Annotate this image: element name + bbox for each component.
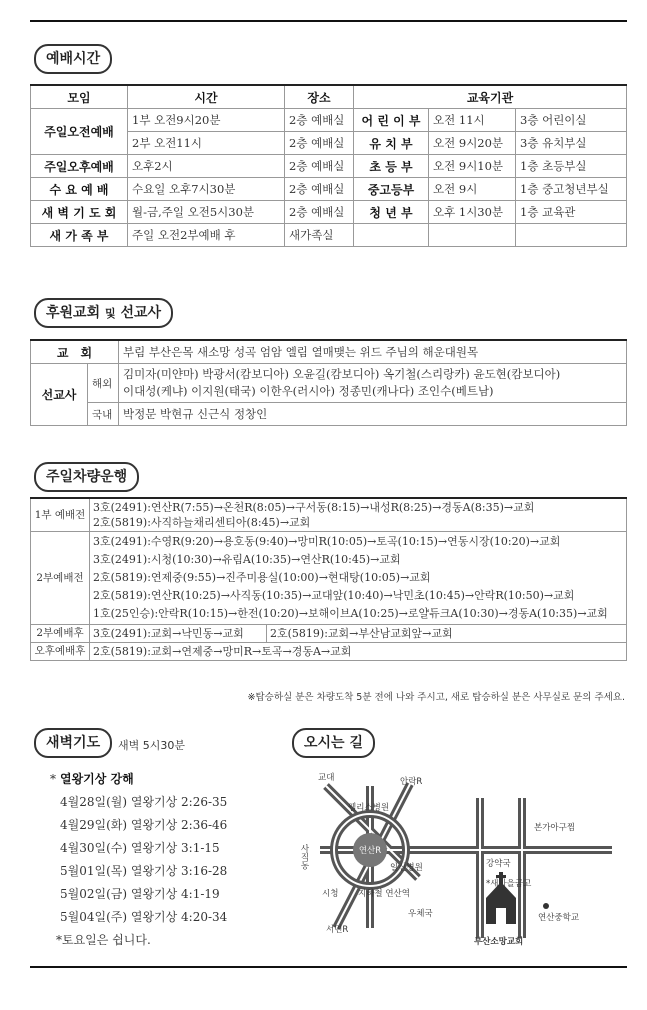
vehicle-group-second: [31, 532, 627, 625]
map-label: 안락R: [400, 777, 423, 787]
edu-place-cell: 1층 교육관: [516, 201, 627, 224]
map-label: 일신병원: [390, 863, 423, 873]
map-label: 연산중학교: [538, 913, 580, 923]
prayer-item: 4월29일(화) 열왕기상 2:36-46: [60, 818, 228, 832]
table-row: [31, 109, 627, 132]
missionary-label: 선교사: [31, 364, 88, 426]
vehicle-group-afternoon: [31, 643, 627, 661]
edu-time-cell: [429, 224, 516, 247]
edu-place-cell: 3층 어린이실: [516, 109, 627, 132]
map-label: 시청: [322, 889, 339, 899]
vehicle-group-label: 2부예배전: [31, 532, 90, 625]
vehicles-heading: 주일차량운행: [34, 462, 139, 492]
worship-time-heading: 예배시간: [34, 44, 112, 74]
vehicle-routes: [90, 498, 627, 532]
header-education: 교육기관: [354, 85, 627, 109]
time-cell: 2부 오전11시: [128, 132, 285, 155]
map-label: *새마을금고: [486, 879, 532, 889]
table-row: [31, 155, 627, 178]
map-label: 부산소망교회: [474, 937, 524, 947]
group-cell: 수 요 예 배: [31, 178, 128, 201]
overseas-label: 해외: [88, 364, 119, 403]
map-label: 교대: [318, 773, 335, 783]
edu-dept-cell: [354, 224, 429, 247]
header-place: 장소: [285, 85, 354, 109]
prayer-item: 5월04일(주) 열왕기상 4:20-34: [60, 910, 228, 924]
table-row: [31, 201, 627, 224]
route-line: 3호(2491):시청(10:30)→유림A(10:35)→연산R(10:45)→교회: [93, 553, 401, 566]
edu-dept-cell: 청 년 부: [354, 201, 429, 224]
place-cell: 2층 예배실: [285, 201, 354, 224]
time-cell: 1부 오전9시20분: [128, 109, 285, 132]
prayer-item: 5월02일(금) 열왕기상 4:1-19: [60, 887, 220, 901]
domestic-list: 박정문 박현규 신근식 정창인: [119, 403, 627, 426]
vehicle-note: ※탑승하실 분은 차량도착 5분 전에 나와 주시고, 새로 탑승하실 분은 사무실로 문의 주세요.: [247, 692, 625, 703]
header-group: 모임: [31, 85, 128, 109]
vehicle-group-label: 2부예배후: [31, 625, 90, 643]
edu-time-cell: 오전 9시: [429, 178, 516, 201]
map-label: 사직동: [299, 844, 309, 870]
prayer-footnote: *토요일은 쉽니다.: [56, 933, 151, 947]
domestic-label: 국내: [88, 403, 119, 426]
edu-time-cell: 오전 9시20분: [429, 132, 516, 155]
edu-place-cell: 1층 중고청년부실: [516, 178, 627, 201]
place-cell: 2층 예배실: [285, 155, 354, 178]
support-table: [30, 339, 627, 426]
map-label: 연산R: [358, 846, 382, 856]
route-line: 3호(2491):수영R(9:20)→용호동(9:40)→망미R(10:05)→토곡(10:15)→연동시장(10:20)→교회: [93, 535, 561, 548]
route-line: 3호(2491):교회→낙민동→교회: [90, 625, 267, 643]
edu-time-cell: 오전 11시: [429, 109, 516, 132]
bottom-rule: [30, 966, 627, 968]
place-cell: 2층 예배실: [285, 109, 354, 132]
route-line: 2호(5819):사직하늘채리센티아(8:45)→교회: [93, 516, 311, 529]
place-cell: 2층 예배실: [285, 132, 354, 155]
prayer-series-title: 열왕기상 강해: [60, 772, 134, 786]
map-label: 지하철 연산역: [358, 889, 410, 899]
prayer-item: 4월30일(수) 열왕기상 3:1-15: [60, 841, 220, 855]
place-cell: 2층 예배실: [285, 178, 354, 201]
worship-table: [30, 84, 627, 247]
overseas-row: [31, 364, 627, 403]
vehicle-group-label: 오후예배후: [31, 643, 90, 661]
support-heading-and: 및: [104, 307, 116, 320]
church-list: 부림 부산은목 새소망 성곡 엄암 엘림 열매맺는 위드 주님의 해운대원목: [119, 340, 627, 364]
prayer-item: 5월01일(목) 열왕기상 3:16-28: [60, 864, 228, 878]
edu-dept-cell: 중고등부: [354, 178, 429, 201]
vehicle-group-first: [31, 498, 627, 532]
route-line: 3호(2491):연산R(7:55)→온천R(8:05)→구서동(8:15)→내성R(8:25)→경동A(8:35)→교회: [93, 501, 535, 514]
time-cell: 오후2시: [128, 155, 285, 178]
header-time: 시간: [128, 85, 285, 109]
directions-map: [290, 758, 620, 953]
edu-dept-cell: 초 등 부: [354, 155, 429, 178]
group-cell: 주일오전예배: [31, 109, 128, 155]
overseas-line: 김미자(미얀마) 박광서(캄보디아) 오윤길(캄보디아) 옥기철(스리랑카) 윤도현(캄보디아): [123, 367, 561, 381]
map-label: 우체국: [408, 909, 433, 919]
support-heading-main: 후원교회: [46, 305, 101, 321]
overseas-list: [119, 364, 627, 403]
route-line: 2호(5819):교회→연제중→망미R→토곡→경동A→교회: [90, 643, 627, 661]
overseas-line: 이대성(케냐) 이지원(태국) 이한우(러시아) 정종민(캐나다) 조인수(베트남): [123, 384, 494, 398]
dawn-subtitle: 새벽 5시30분: [118, 739, 185, 752]
map-label: 웰리스병원: [348, 803, 390, 813]
prayer-item: 4월28일(월) 열왕기상 2:26-35: [60, 795, 228, 809]
group-cell: 새 가 족 부: [31, 224, 128, 247]
vehicles-table: [30, 497, 627, 661]
edu-dept-cell: 유 치 부: [354, 132, 429, 155]
church-label: 교 회: [31, 340, 119, 364]
vehicle-group-label: 1부 예배전: [31, 498, 90, 532]
place-cell: 새가족실: [285, 224, 354, 247]
edu-dept-cell: 어 린 이 부: [354, 109, 429, 132]
vehicle-group-after2: [31, 625, 627, 643]
time-cell: 주일 오전2부예배 후: [128, 224, 285, 247]
support-heading: [34, 298, 173, 328]
time-cell: 수요일 오후7시30분: [128, 178, 285, 201]
map-label: 본가아구찜: [534, 823, 576, 833]
group-cell: 새 벽 기 도 회: [31, 201, 128, 224]
dawn-heading: 새벽기도: [34, 728, 112, 758]
time-cell: 월-금,주일 오전5시30분: [128, 201, 285, 224]
edu-time-cell: 오전 9시10분: [429, 155, 516, 178]
vehicle-routes: [90, 532, 627, 625]
top-rule: [30, 20, 627, 22]
route-line: 2호(5819):교회→부산남교회앞→교회: [267, 625, 627, 643]
table-row: [31, 224, 627, 247]
church-row: [31, 340, 627, 364]
route-line: 2호(5819):연제중(9:55)→진주미용실(10:00)→현대탕(10:05)→교회: [93, 571, 431, 584]
edu-place-cell: 3층 유치부실: [516, 132, 627, 155]
table-row: [31, 178, 627, 201]
directions-heading: 오시는 길: [292, 728, 375, 758]
dawn-prayer-list: [50, 768, 227, 952]
support-heading-missionary: 선교사: [120, 305, 162, 321]
route-line: 2호(5819):연산R(10:25)→사직동(10:35)→교대앞(10:40)→낙민초(10:45)→안락R(10:50)→교회: [93, 589, 575, 602]
edu-place-cell: 1층 초등부실: [516, 155, 627, 178]
map-label: 강약국: [486, 859, 511, 869]
map-label: 서면R: [326, 925, 349, 935]
group-cell: 주일오후예배: [31, 155, 128, 178]
route-line: 1호(25인승):안락R(10:15)→한전(10:20)→보해이브A(10:25)→로얄듀크A(10:30)→경동A(10:35)→교회: [93, 607, 608, 620]
edu-time-cell: 오후 1시30분: [429, 201, 516, 224]
title-mark: *: [50, 772, 56, 786]
edu-place-cell: [516, 224, 627, 247]
domestic-row: [31, 403, 627, 426]
